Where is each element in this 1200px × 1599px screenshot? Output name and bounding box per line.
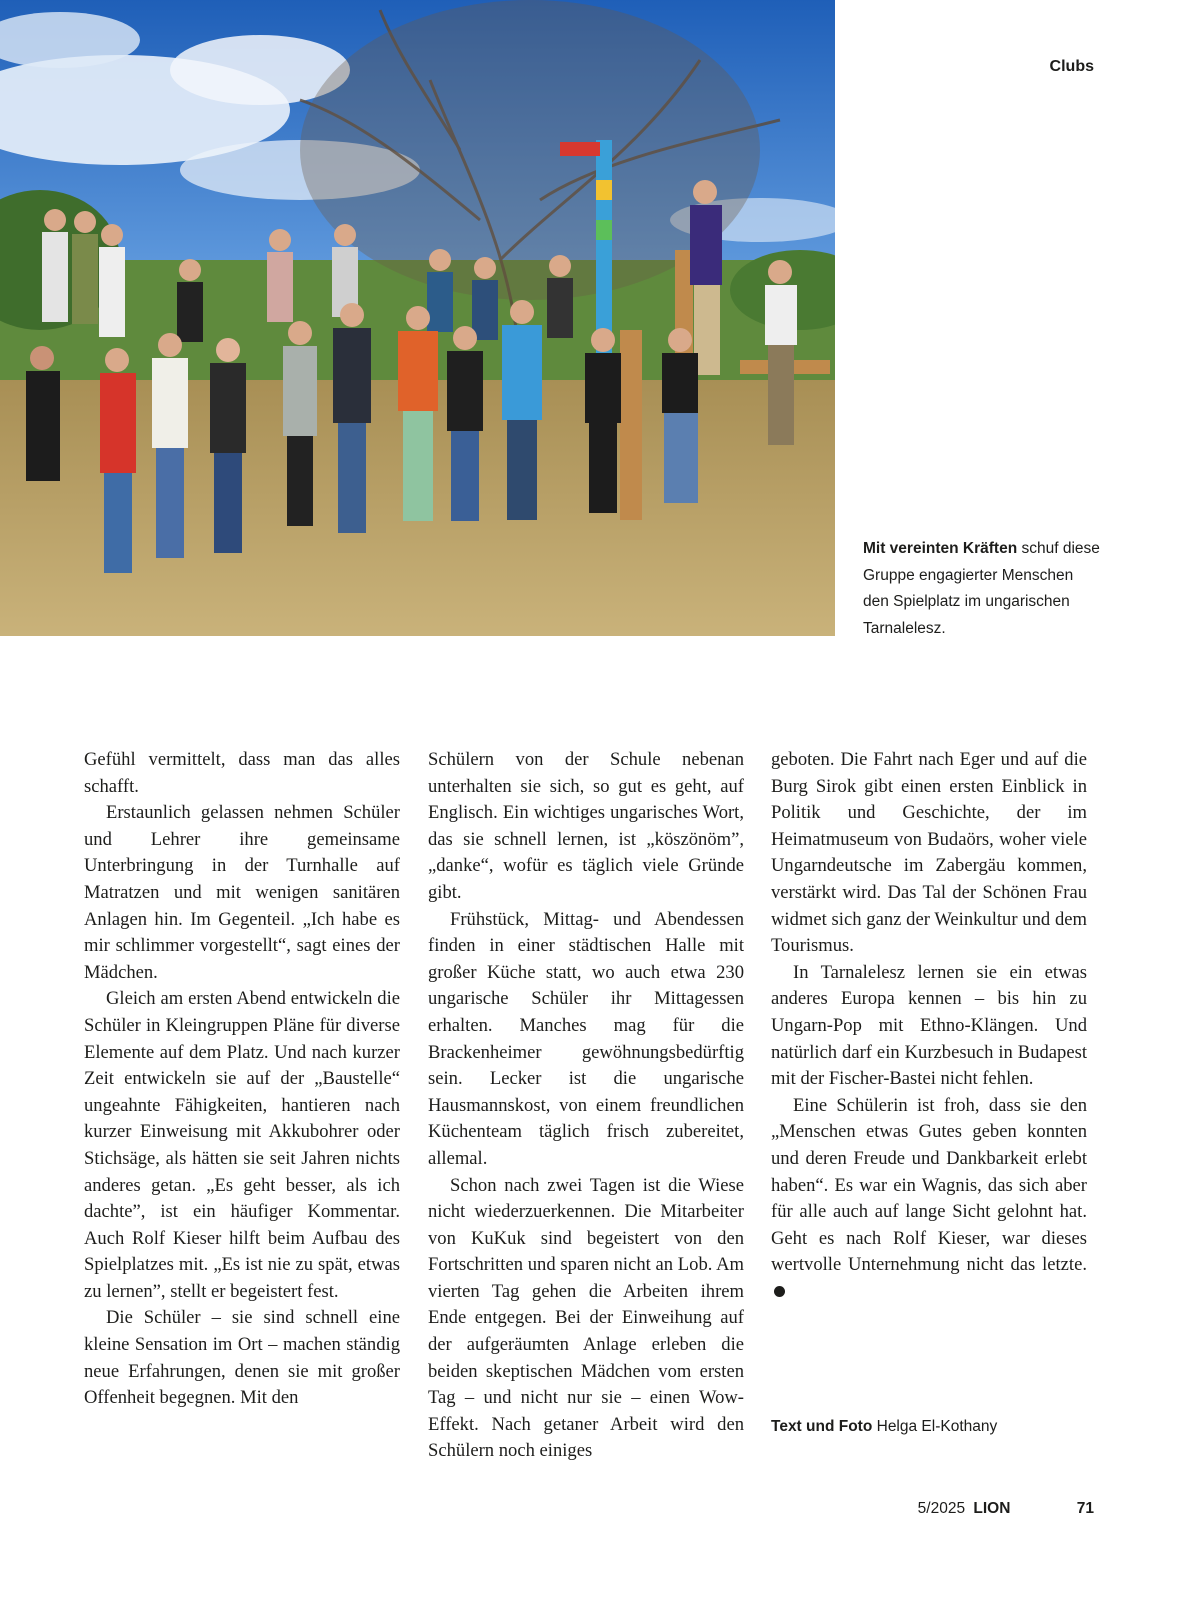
- credit-label: Text und Foto: [771, 1418, 873, 1435]
- paragraph: Gleich am ersten Abend entwickeln die Schüler in Kleingruppen Pläne für diverse Elemente auf dem Platz. Und nach kurzer Zeit entwickeln sie auf der „Baustelle“ ungeahnte Fähigkeiten, hantieren nach kurzer Einweisung mit Akkubohrer oder Stichsäge, als hätten sie seit Jahren nichts anderes getan. „Es geht besser, als ich dachte”, ist ein häufiger Kommentar. Auch Rolf Kieser hilft beim Aufbau des Spielplatzes mit. „Es ist nie zu spät, etwas zu lernen”, stellt er begeistert fest.: [84, 988, 400, 1302]
- text-column-2: [428, 747, 744, 1465]
- section-label: Clubs: [1049, 58, 1094, 75]
- text-column-3: [771, 747, 1087, 1305]
- paragraph: In Tarnalelesz lernen sie ein etwas anderes Europa kennen – bis hin zu Ungarn-Pop mit Ethno-Klängen. Und natürlich darf ein Kurzbesuch in Budapest mit der Fischer-Bastei nicht fehlen.: [771, 961, 1087, 1090]
- paragraph-text: Eine Schülerin ist froh, dass sie den „Menschen etwas Gutes geben konnten und deren Freude und Dankbarkeit erlebt haben“. Es war ein Wagnis, das sich aber für alle auch auf lange Sicht gelohnt hat. Geht es nach Rolf Kieser, war dieses wertvolle Unternehmung nicht das letzte.: [771, 1094, 1087, 1276]
- paragraph: geboten. Die Fahrt nach Eger und auf die Burg Sirok gibt einen ersten Einblick in Politik und Geschichte, der im Heimatmuseum von Budaörs, woher viele Ungarndeutsche im Zabergäu kommen, verstärkt wird. Das Tal der Schönen Frau widmet sich ganz der Weinkultur und dem Tourismus.: [771, 749, 1087, 957]
- text-column-1: [84, 747, 400, 1412]
- magazine-name: LION: [973, 1500, 1011, 1517]
- caption-bold: Mit vereinten Kräften: [863, 540, 1018, 557]
- paragraph: Schon nach zwei Tagen ist die Wiese nicht wiederzuerkennen. Die Mitarbeiter von KuKuk sind begeistert von den Fortschritten und sparen nicht an Lob. Am vierten Tag gehen die Arbeiten ihrem Ende entgegen. Bei der Einweihung auf der aufgeräumten Anlage erleben die beiden skeptischen Mädchen vom ersten Tag – und nicht nur sie – einen Wow-Effekt. Nach getaner Arbeit wird den Schülern noch einiges: [428, 1174, 744, 1462]
- group-photo: [0, 0, 835, 636]
- paragraph: Frühstück, Mittag- und Abendessen finden in einer städtischen Halle mit großer Küche statt, wo auch etwa 230 ungarische Schüler ihr Mittagessen erhalten. Manches mag für die Brackenheimer gewöhnungsbedürftig sein. Lecker ist die ungarische Hausmannskost, von einem freundlichen Küchenteam täglich frisch zubereitet, allemal.: [428, 908, 744, 1169]
- credit-name: Helga El-Kothany: [872, 1418, 998, 1435]
- paragraph: Gefühl vermittelt, dass man das alles schafft.: [84, 749, 400, 797]
- page-footer: [918, 1500, 1094, 1518]
- paragraph: Die Schüler – sie sind schnell eine kleine Sensation im Ort – machen ständig neue Erfahrungen, denen sie mit großer Offenheit begegnen. Mit den: [84, 1307, 400, 1409]
- caption-text: schuf diese Gruppe engagierter Menschen den Spielplatz im ungarischen Tarnalelesz.: [863, 540, 1100, 637]
- author-credit: [771, 1418, 997, 1436]
- photo-caption: [863, 536, 1103, 642]
- issue-number: 5/2025: [917, 1500, 966, 1517]
- paragraph-last: [771, 1093, 1087, 1306]
- lion-end-mark-icon: [774, 1286, 785, 1297]
- page-number: 71: [1076, 1500, 1094, 1517]
- paragraph: Erstaunlich gelassen nehmen Schüler und Lehrer ihre gemeinsame Unterbringung in der Turnhalle auf Matratzen und mit wenigen sanitären Anlagen hin. Im Gegenteil. „Ich habe es mir schlimmer vorgestellt“, sagt eines der Mädchen.: [84, 802, 400, 983]
- group-photo-illustration: [0, 0, 835, 636]
- paragraph: Schülern von der Schule nebenan unterhalten sie sich, so gut es geht, auf Englisch. Ein wichtiges ungarisches Wort, das sie schnell lernen, ist „köszönöm”, „danke“, wofür es täglich viele Gründe gibt.: [428, 749, 744, 903]
